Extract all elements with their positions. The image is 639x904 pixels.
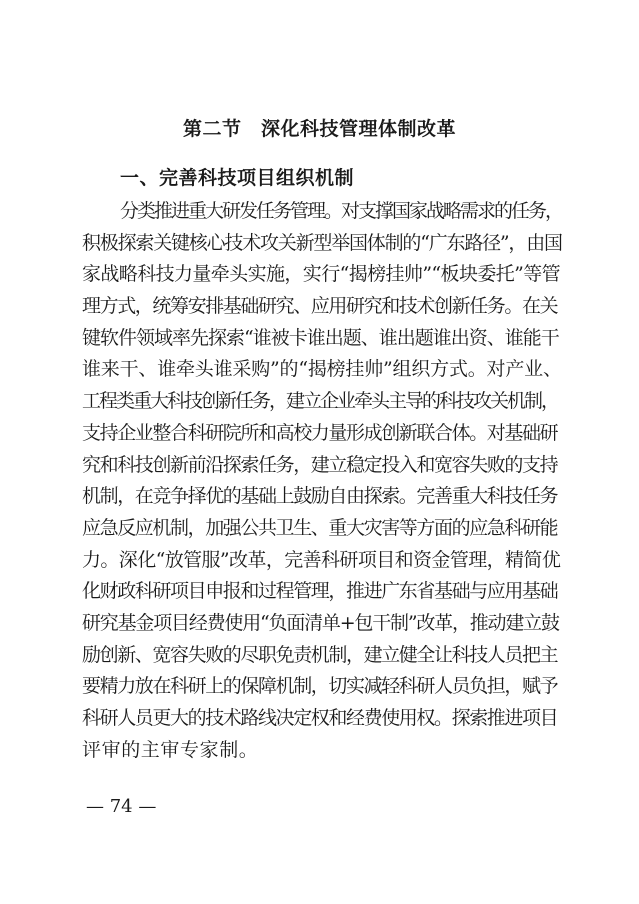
text-line: 分类推进重大研发任务管理。对支撑国家战略需求的任务， [120, 200, 563, 222]
text-line: 研究基金项目经费使用“负面清单+包干制”改革，推动建立鼓 [82, 611, 559, 634]
text-line: 要精力放在科研上的保障机制，切实减轻科研人员负担，赋予 [82, 675, 558, 698]
text-line: 工程类重大科技创新任务，建立企业牵头主导的科技攻关机制， [82, 390, 559, 413]
text-line: 科研人员更大的技术路线决定权和经费使用权。探索推进项目 [82, 707, 558, 729]
text-line: 谁来干、谁牵头谁采购”的“揭榜挂帅”组织方式。对产业、 [82, 358, 562, 381]
text-line: 评审的主审专家制。 [82, 738, 259, 761]
text-line: 积极探索关键核心技术攻关新型举国体制的“广东路径”，由国 [82, 231, 562, 254]
text-line: 家战略科技力量牵头实施，实行“揭榜挂帅”“板块委托”等管 [82, 263, 561, 286]
section-title: 第二节 深化科技管理体制改革 [182, 118, 456, 140]
text-line: 力。深化“放管服”改革，完善科研项目和资金管理，精简优 [82, 548, 561, 571]
page-number: — 74 — [86, 796, 157, 817]
body-paragraph [82, 196, 562, 766]
text-line: 键软件领域率先探索“谁被卡谁出题、谁出题谁出资、谁能干 [82, 326, 559, 349]
text-line: 应急反应机制，加强公共卫生、重大灾害等方面的应急科研能 [82, 516, 558, 539]
text-line: 励创新、宽容失败的尽职免责机制，建立健全让科技人员把主 [82, 643, 558, 666]
text-line: 机制，在竞争择优的基础上鼓励自由探索。完善重大科技任务 [82, 485, 558, 508]
text-line: 理方式，统筹安排基础研究、应用研究和技术创新任务。在关 [82, 295, 558, 318]
text-line: 支持企业整合科研院所和高校力量形成创新联合体。对基础研 [82, 421, 558, 444]
subsection-title: 一、完善科技项目组织机制 [120, 167, 355, 189]
text-line: 化财政科研项目申报和过程管理，推进广东省基础与应用基础 [82, 580, 558, 603]
text-line: 究和科技创新前沿探索任务，建立稳定投入和宽容失败的支持 [82, 453, 558, 476]
